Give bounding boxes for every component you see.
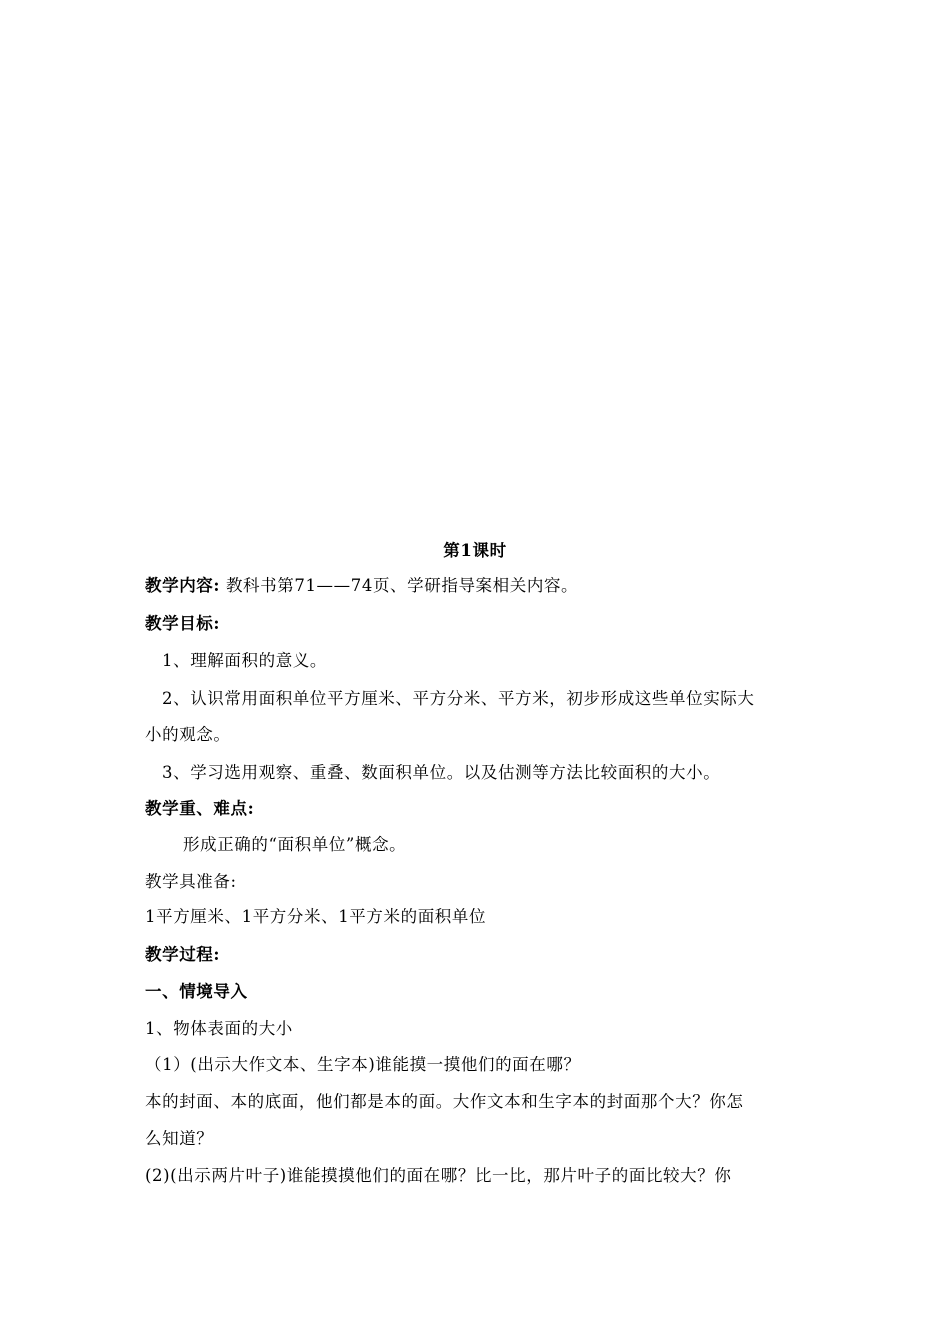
teaching-content-text: 教科书第71——74页、学研指导案相关内容。	[225, 576, 579, 595]
lesson-title: 第1课时	[443, 541, 507, 560]
teaching-process-heading: 教学过程:	[145, 945, 221, 964]
teaching-tools-heading: 教学具准备:	[145, 872, 237, 891]
teaching-content-line	[145, 575, 578, 597]
key-points-heading: 教学重、难点:	[145, 799, 255, 818]
goal-1: 1、理解面积的意义。	[162, 651, 327, 670]
teaching-content-label: 教学内容:	[145, 576, 221, 595]
key-points-text: 形成正确的“面积单位”概念。	[183, 835, 407, 854]
goal-2-line-2: 小的观念。	[145, 725, 231, 744]
item-1-1: （1）(出示大作文本、生字本)谁能摸一摸他们的面在哪？	[145, 1055, 581, 1074]
goal-2-line-1: 2、认识常用面积单位平方厘米、平方分米、平方米，初步形成这些单位实际大	[162, 689, 755, 708]
goal-3: 3、学习选用观察、重叠、数面积单位。以及估测等方法比较面积的大小。	[162, 763, 721, 782]
paragraph-1-line-2: 么知道？	[145, 1129, 214, 1148]
teaching-goals-heading: 教学目标:	[145, 614, 221, 633]
item-1-2: (2)(出示两片叶子)谁能摸摸他们的面在哪？比一比，那片叶子的面比较大？你	[145, 1166, 732, 1185]
paragraph-1-line-1: 本的封面、本的底面，他们都是本的面。大作文本和生字本的封面那个大？你怎	[145, 1092, 744, 1111]
section-1-heading: 一、情境导入	[145, 982, 248, 1001]
item-1: 1、物体表面的大小	[145, 1019, 293, 1038]
teaching-tools-text: 1平方厘米、1平方分米、1平方米的面积单位	[145, 907, 487, 926]
